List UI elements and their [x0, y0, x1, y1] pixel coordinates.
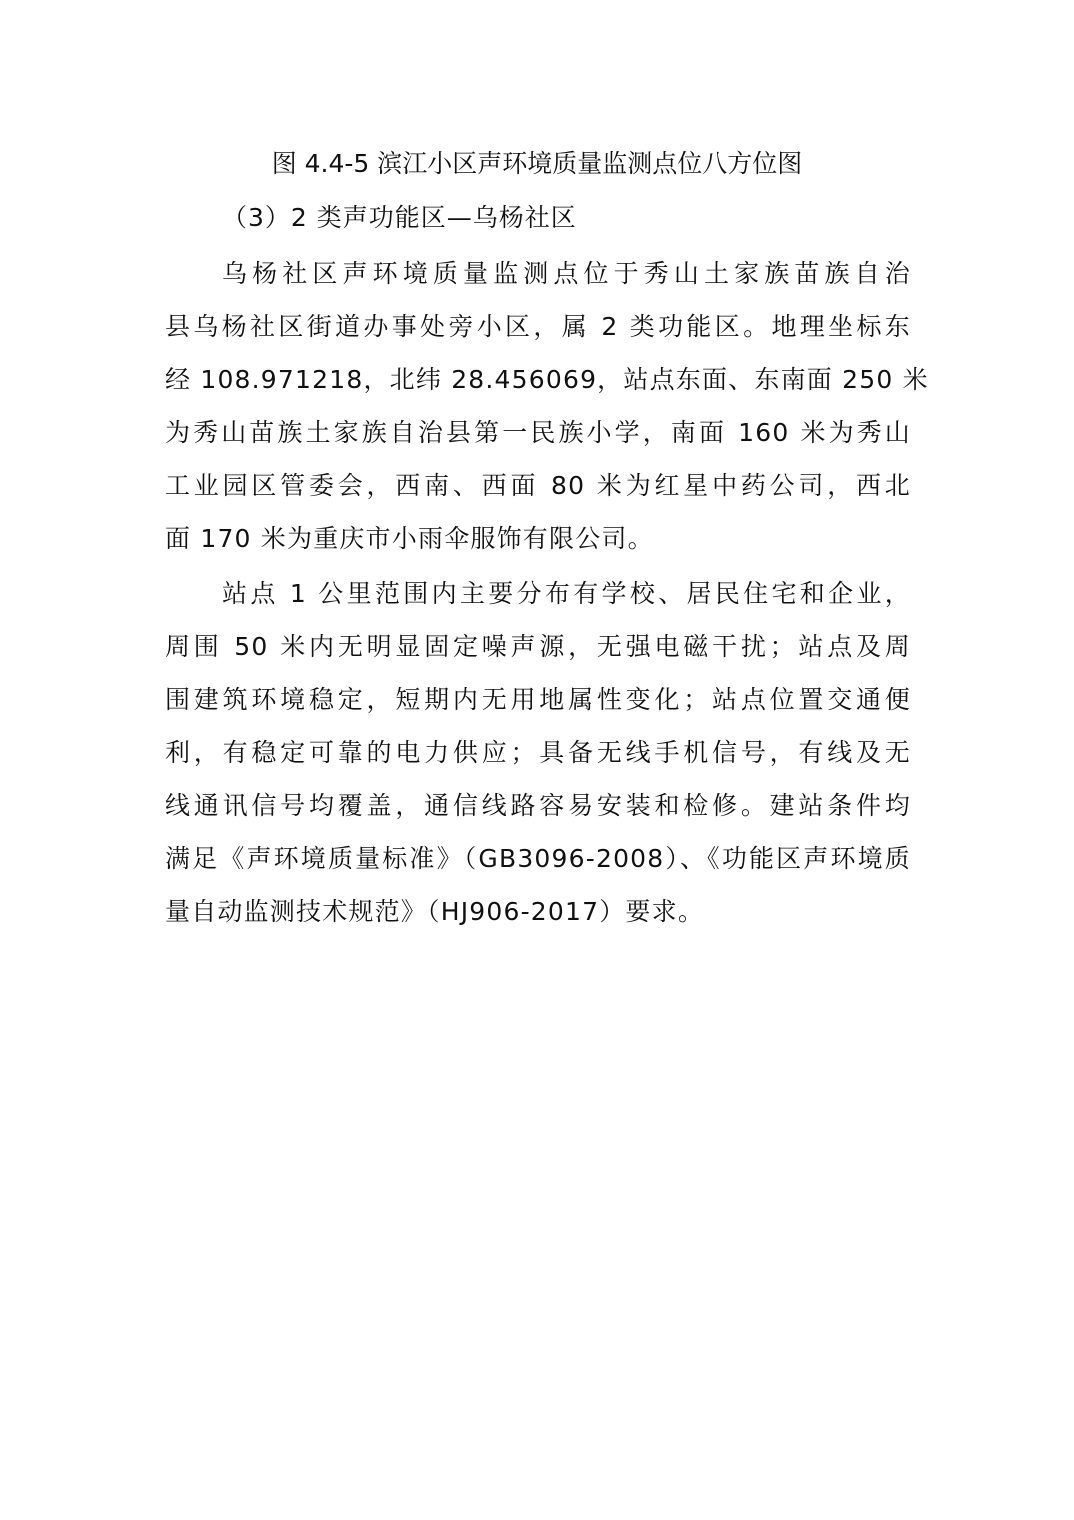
paragraph-line: 站点 1 公里范围内主要分布有学校、居民住宅和企业，	[222, 579, 911, 608]
paragraph-line: 周围 50 米内无明显固定噪声源，无强电磁干扰；站点及周	[165, 632, 911, 661]
section-heading: （3）2 类声功能区—乌杨社区	[222, 203, 577, 232]
paragraph-line: 为秀山苗族土家族自治县第一民族小学，南面 160 米为秀山	[165, 418, 911, 447]
figure-caption: 图 4.4-5 滨江小区声环境质量监测点位八方位图	[271, 149, 803, 178]
paragraph-line: 乌杨社区声环境质量监测点位于秀山土家族苗族自治	[222, 259, 911, 288]
paragraph-line: 面 170 米为重庆市小雨伞服饰有限公司。	[165, 524, 654, 553]
paragraph-line: 围建筑环境稳定，短期内无用地属性变化；站点位置交通便	[165, 685, 911, 714]
paragraph-line: 利，有稳定可靠的电力供应；具备无线手机信号，有线及无	[165, 738, 911, 767]
paragraph-line: 工业园区管委会，西南、西面 80 米为红星中药公司，西北	[165, 471, 911, 500]
paragraph-location-description	[165, 247, 929, 565]
paragraph-line: 满足《声环境质量标准》（GB3096-2008）、《功能区声环境质	[165, 844, 911, 873]
paragraph-line: 量自动监测技术规范》（HJ906-2017）要求。	[165, 897, 705, 926]
paragraph-line: 线通讯信号均覆盖，通信线路容易安装和检修。建站条件均	[165, 791, 911, 820]
paragraph-line: 经 108.971218，北纬 28.456069，站点东面、东南面 250 米	[165, 365, 929, 394]
paragraph-site-conditions	[165, 567, 911, 938]
paragraph-line: 县乌杨社区街道办事处旁小区，属 2 类功能区。地理坐标东	[165, 312, 911, 341]
